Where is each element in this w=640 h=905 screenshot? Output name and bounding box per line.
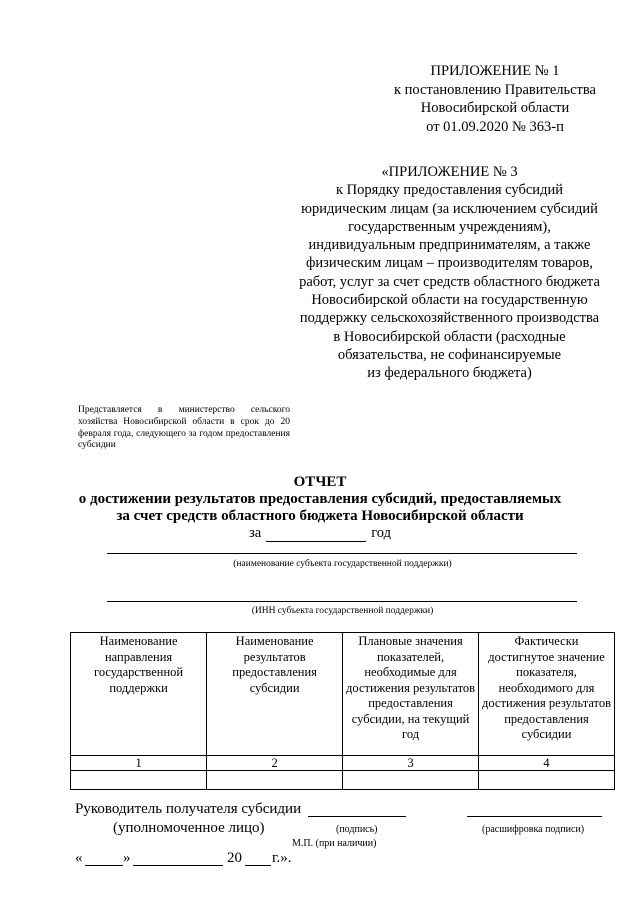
appendix-3-line: поддержку сельскохозяйственного производства <box>299 310 600 327</box>
column-number: 1 <box>71 756 207 771</box>
authorized-label: (уполномоченное лицо) <box>113 820 265 836</box>
report-table <box>70 632 615 790</box>
table-cell[interactable] <box>207 771 343 790</box>
report-title: ОТЧЕТ <box>293 474 347 490</box>
table-cell[interactable] <box>479 771 615 790</box>
appendix-3-line: в Новосибирской области (расходные <box>333 328 566 345</box>
table-cell[interactable] <box>71 771 207 790</box>
period-prefix: за <box>249 525 262 541</box>
subject-name-line[interactable] <box>107 553 577 554</box>
column-number: 2 <box>207 756 343 771</box>
report-subtitle: за счет средств областного бюджета Новосибирской области <box>116 508 524 524</box>
month-blank[interactable] <box>133 865 223 866</box>
signature-line[interactable] <box>308 816 406 817</box>
decode-line[interactable] <box>467 816 602 817</box>
decode-caption: (расшифровка подписи) <box>482 824 585 835</box>
table-header-cell: Наименование направления государственной поддержки <box>71 633 207 756</box>
year-blank-2[interactable] <box>245 865 271 866</box>
period-suffix: год <box>371 525 391 541</box>
date-open-quote: « <box>75 850 83 866</box>
head-label: Руководитель получателя субсидии <box>75 801 302 817</box>
table-row <box>71 771 615 790</box>
appendix-1-date: от 01.09.2020 № 363-п <box>426 118 564 135</box>
appendix-1-block <box>390 62 600 136</box>
appendix-1-line: Новосибирской области <box>420 100 570 116</box>
day-blank[interactable] <box>85 865 123 866</box>
signature-caption: (подпись) <box>336 824 378 835</box>
report-subtitle: о достижении результатов предоставления субсидий, предоставляемых <box>78 491 562 507</box>
appendix-3-line: работ, услуг за счет средств областного бюджета <box>299 273 600 290</box>
appendix-3-line: индивидуальным предпринимателям, а также <box>308 237 591 254</box>
stamp-caption: М.П. (при наличии) <box>292 838 377 849</box>
inn-caption: (ИНН субъекта государственной поддержки) <box>251 606 434 616</box>
table-header-cell: Плановые значения показателей, необходимые для достижения результатов предоставления субсидии, на текущий год <box>343 633 479 756</box>
subject-name-caption: (наименование субъекта государственной поддержки) <box>233 559 452 569</box>
table-number-row <box>71 756 615 771</box>
appendix-3-line: обязательства, не софинансируемые <box>337 346 562 363</box>
appendix-1-title: ПРИЛОЖЕНИЕ № 1 <box>430 63 560 79</box>
appendix-3-line: «ПРИЛОЖЕНИЕ № 3 <box>381 164 518 180</box>
appendix-1-line: к постановлению Правительства <box>394 81 596 98</box>
submission-note: Представляется в министерство сельского хозяйства Новосибирской области в срок до 20 февраля года, следующего за годом предоставления субсидии <box>78 405 290 451</box>
appendix-3-line: государственным учреждениям), <box>348 218 551 235</box>
appendix-3-line: к Порядку предоставления субсидий <box>336 182 563 199</box>
inn-line[interactable] <box>107 601 577 602</box>
year-suffix: г.». <box>272 850 292 866</box>
year-prefix: 20 <box>227 850 242 866</box>
table-header-row <box>71 633 615 756</box>
appendix-3-line: юридическим лицам (за исключением субсидий <box>301 200 598 217</box>
column-number: 4 <box>479 756 615 771</box>
table-cell[interactable] <box>343 771 479 790</box>
column-number: 3 <box>343 756 479 771</box>
table-header-cell: Фактически достигнутое значение показателя, необходимого для достижения результатов предоставления субсидии <box>479 633 615 756</box>
report-period-line <box>0 525 640 542</box>
table-header-cell: Наименование результатов предоставления субсидии <box>207 633 343 756</box>
appendix-3-block <box>282 163 617 383</box>
appendix-3-line: физическим лицам – производителям товаров, <box>305 255 594 272</box>
appendix-3-line: из федерального бюджета) <box>367 365 532 382</box>
year-blank[interactable] <box>266 527 366 542</box>
date-close-quote: » <box>123 850 131 866</box>
appendix-3-line: Новосибирской области на государственную <box>311 292 588 309</box>
